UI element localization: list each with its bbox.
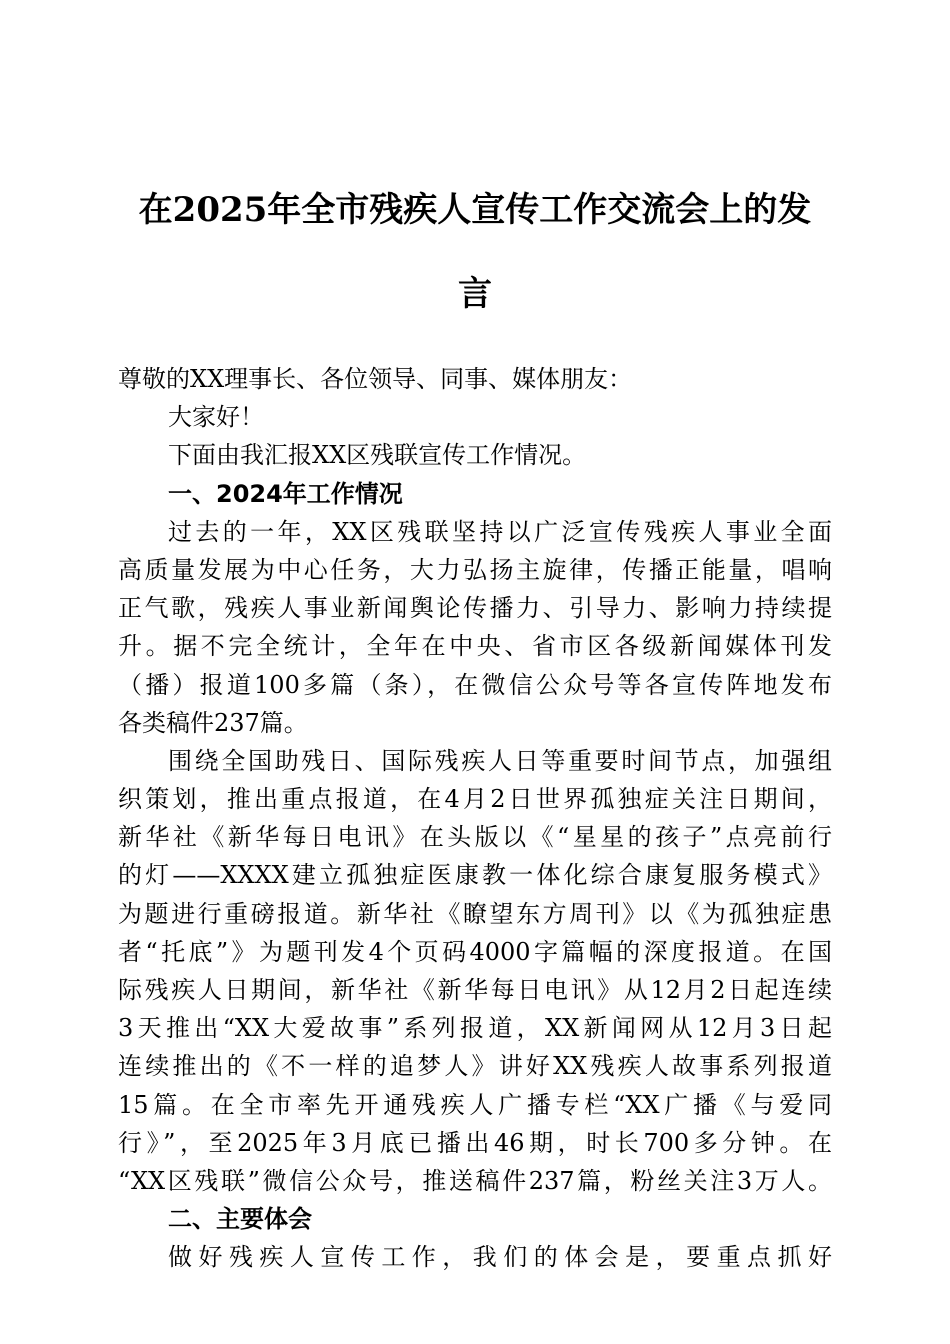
section-heading-1: 一、2024年工作情况 [168,479,403,508]
paragraph-line: 行》”，至2025年3月底已播出46期，时长700多分钟。在 [118,1128,832,1157]
paragraph-line: 做好残疾人宣传工作，我们的体会是，要重点抓好 [168,1243,832,1272]
intro-sentence: 下面由我汇报XX区残联宣传工作情况。 [168,441,587,470]
document-body [118,360,832,1277]
greeting: 大家好！ [168,403,264,432]
paragraph-line: 的灯——XXXX建立孤独症医康教一体化综合康复服务模式》 [118,861,832,890]
paragraph-line: 际残疾人日期间，新华社《新华每日电讯》从12月2日起连续 [118,976,832,1004]
paragraph-line: 正气歌，残疾人事业新闻舆论传播力、引导力、影响力持续提 [118,594,832,623]
salutation: 尊敬的XX理事长、各位领导、同事、媒体朋友： [118,365,633,393]
paragraph-line: “XX区残联”微信公众号，推送稿件237篇，粉丝关注3万人。 [118,1166,832,1195]
title-line-1: 在2025年全市残疾人宣传工作交流会上的发 [138,190,812,230]
section-heading-2: 二、主要体会 [168,1205,312,1234]
paragraph-line: 15篇。在全市率先开通残疾人广播专栏“XX广播《与爱同 [118,1090,832,1119]
paragraph-line: 过去的一年，XX区残联坚持以广泛宣传残疾人事业全面 [168,517,832,546]
paragraph-line: 织策划，推出重点报道，在4月2日世界孤独症关注日期间， [118,785,832,814]
paragraph-line: 连续推出的《不一样的追梦人》讲好XX残疾人故事系列报道 [118,1052,832,1081]
paragraph-line: 围绕全国助残日、国际残疾人日等重要时间节点，加强组 [168,746,832,775]
paragraph-line: 者“托底”》为题刊发4个页码4000字篇幅的深度报道。在国 [118,937,832,966]
paragraph-line: 3天推出“XX大爱故事”系列报道，XX新闻网从12月3日起 [118,1014,832,1043]
document-title [118,168,832,336]
paragraph-line: 升。据不完全统计，全年在中央、省市区各级新闻媒体刊发 [118,632,832,661]
paragraph-line: （播）报道100多篇（条），在微信公众号等各宣传阵地发布 [118,670,832,699]
paragraph-line: 新华社《新华每日电讯》在头版以《“星星的孩子”点亮前行 [118,823,832,852]
title-line-2: 言 [458,274,492,314]
paragraph-line: 为题进行重磅报道。新华社《瞭望东方周刊》以《为孤独症患 [118,899,832,928]
paragraph-line: 高质量发展为中心任务，大力弘扬主旋律，传播正能量，唱响 [118,555,832,584]
paragraph-line: 各类稿件237篇。 [118,708,308,737]
